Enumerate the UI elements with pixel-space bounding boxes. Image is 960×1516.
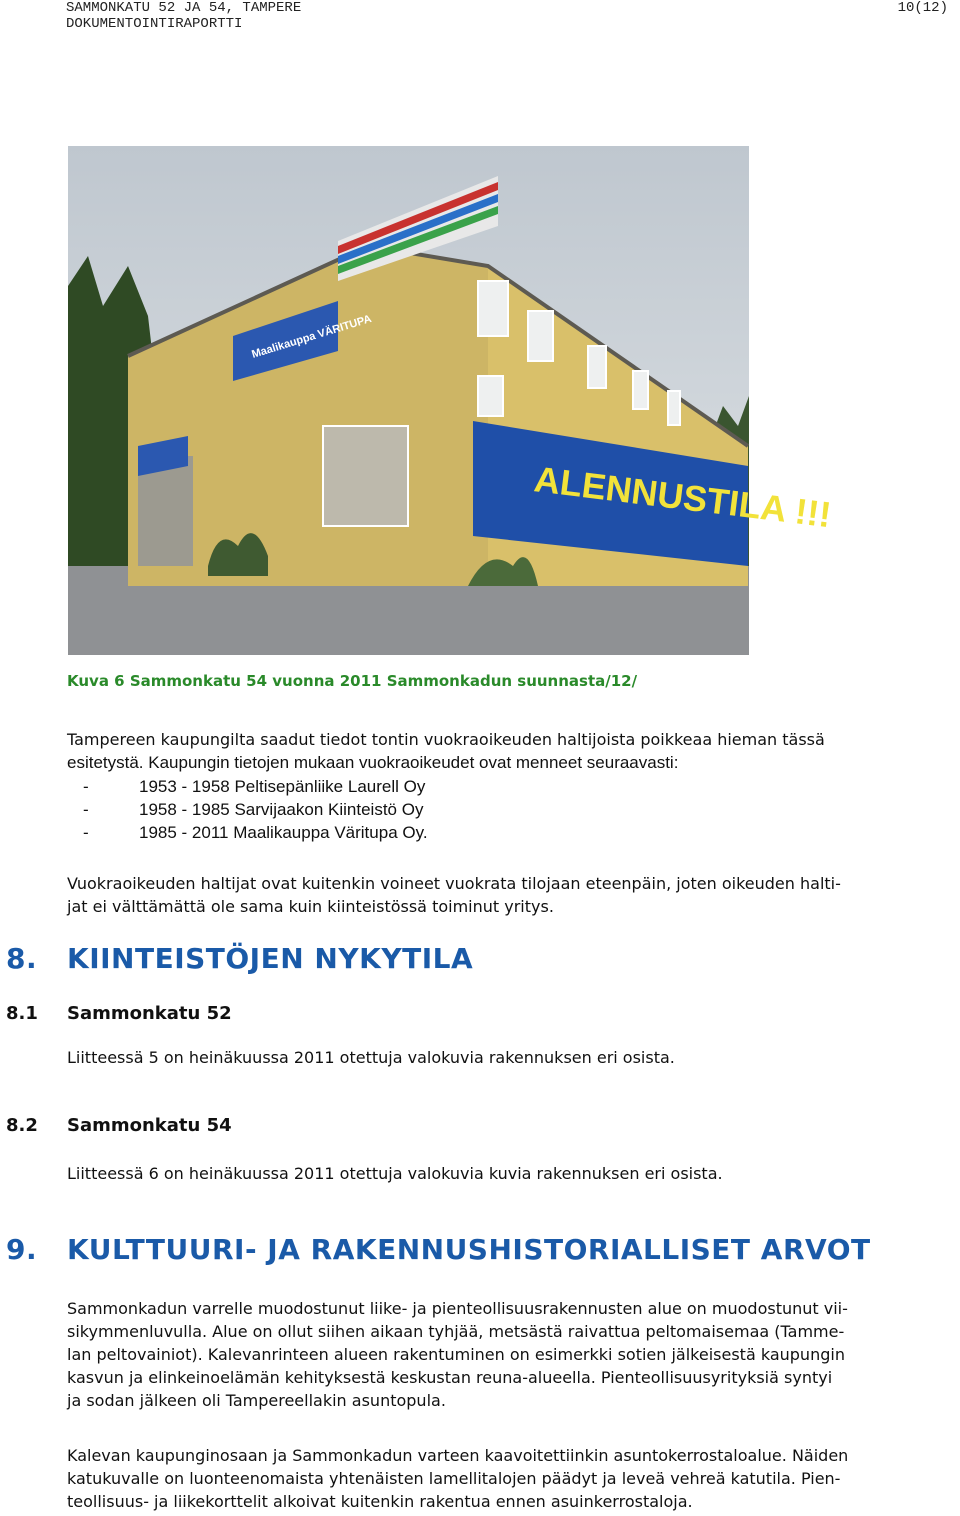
running-header	[66, 0, 301, 32]
garage-door	[323, 426, 408, 526]
document-subtitle: DOKUMENTOINTIRAPORTTI	[66, 16, 243, 32]
figure-caption: Kuva 6 Sammonkatu 54 vuonna 2011 Sammonkadun suunnasta/12/	[67, 672, 638, 690]
list-item: - 1953 - 1958 Peltisepänliike Laurell Oy	[83, 777, 426, 796]
section-8-heading: 8. KIINTEISTÖJEN NYKYTILA	[6, 942, 474, 975]
section-9-paragraph-2: Kalevan kaupunginosaan ja Sammonkadun varteen kaavoitettiinkin asuntokerrostaloalue. Näiden katukuvalle on luonteenomaista yhtenäisten lamellitalojen päädyt ja leveä vehreä katutila. Pien- teollisuus- ja liikekorttelit alkoivat kuitenkin rakentua ennen asuinkerrostaloja.	[67, 1446, 849, 1511]
list-item: - 1985 - 2011 Maalikauppa Väritupa Oy.	[83, 823, 428, 842]
list-item: - 1958 - 1985 Sarvijaakon Kiinteistö Oy	[83, 800, 424, 819]
section-9-paragraph-1: Sammonkadun varrelle muodostunut liike- ja pienteollisuusrakennusten alue on muodostunut vii- sikymmenluvulla. Alue on ollut siihen aikaan tyhjää, metsästä raivattua peltomaisemaa (Tamme- lan peltovainiot). Kalevanrinteen alueen rakentuminen on esimerkki sotien jälkeisestä kaupungin kasvun ja elinkeinoelämän kehityksestä keskustan reuna-alueella. Pienteollisuusyrityksiä syntyi ja sodan jälkeen oli Tampereellakin asuntopula.	[67, 1299, 848, 1410]
intro-paragraph: Tampereen kaupungilta saadut tiedot tontin vuokraoikeuden haltijoista poikkeaa hieman tässä esitetystä. Kaupungin tietojen mukaan vuokraoikeudet ovat menneet seuraavasti:	[67, 730, 825, 772]
page-number: 10(12)	[897, 0, 948, 16]
building-photo	[68, 146, 834, 655]
section-8-2-text: Liitteessä 6 on heinäkuussa 2011 otettuja valokuvia kuvia rakennuksen eri osista.	[67, 1164, 723, 1183]
lease-holder-list	[67, 775, 428, 844]
lease-rights-paragraph: Vuokraoikeuden haltijat ovat kuitenkin voineet vuokrata tilojaan eteenpäin, joten oikeuden halti- jat ei välttämättä ole sama kuin kiinteistössä toiminut yritys.	[67, 874, 841, 916]
store-sign-text: Maalikauppa VÄRITUPA	[250, 312, 373, 361]
section-8-1-text: Liitteessä 5 on heinäkuussa 2011 otettuja valokuvia rakennuksen eri osista.	[67, 1048, 675, 1067]
section-8-2-heading: 8.2 Sammonkatu 54	[6, 1115, 232, 1136]
section-8-1-heading: 8.1 Sammonkatu 52	[6, 1003, 232, 1024]
document-title: SAMMONKATU 52 JA 54, TAMPERE	[66, 0, 302, 16]
sale-banner-text: ALENNUSTILA !!!	[532, 458, 834, 536]
section-9-heading: 9. KULTTUURI- JA RAKENNUSHISTORIALLISET ARVOT	[6, 1233, 871, 1266]
